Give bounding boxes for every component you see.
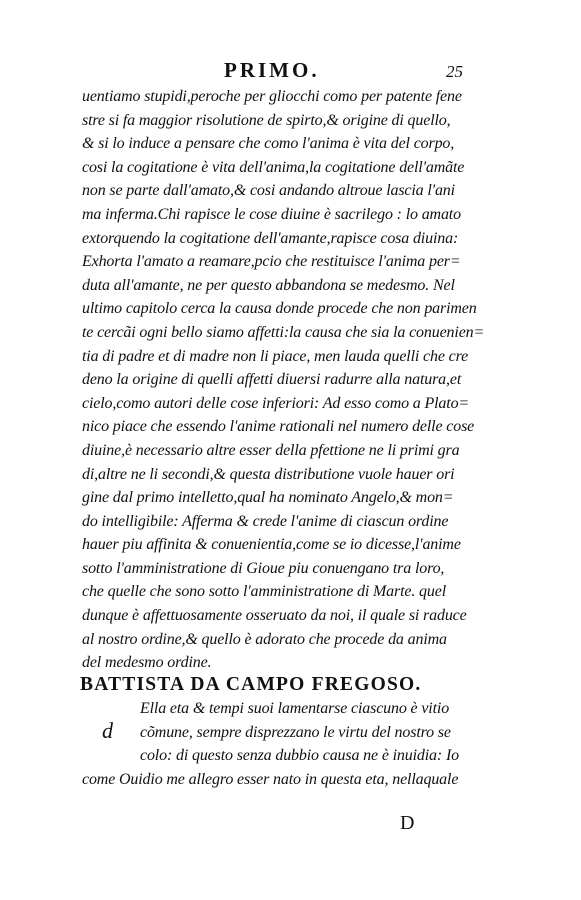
text-line: Exhorta l'amato a reamare,pcio che restituisce l'anima per= (82, 253, 461, 271)
text-line: che quelle che sono sotto l'amministratione di Marte. quel (82, 583, 446, 601)
section-heading: BATTISTA DA CAMPO FREGOSO. (80, 674, 422, 695)
text-line: & si lo induce a pensare che como l'anima è vita del corpo, (82, 135, 455, 153)
text-line: al nostro ordine,& quello è adorato che procede da anima (82, 630, 447, 648)
text-line: extorquendo la cogitatione dell'amante,rapisce cosa diuina: (82, 229, 459, 247)
text-line: di,altre ne li secondi,& questa distributione vuole hauer ori (82, 465, 455, 483)
text-line: dunque è affettuosamente osseruato da noi, il quale si raduce (82, 607, 467, 625)
body-text-block (82, 85, 512, 675)
text-line: non se parte dall'amato,& cosi andando altroue lascia l'ani (82, 182, 455, 200)
text-line: ma inferma.Chi rapisce le cose diuine è sacrilego : lo amato (82, 205, 461, 223)
running-head: PRIMO. (224, 58, 320, 82)
text-line: del medesmo ordine. (82, 654, 212, 672)
text-line: ultimo capitolo cerca la causa donde procede che non parimen (82, 300, 477, 318)
text-line: stre si fa maggior risolutione de spirto,& origine di quello, (82, 111, 451, 129)
text-line: tia di padre et di madre non li piace, men lauda quelli che cre (82, 347, 469, 365)
initial-letter-guide: d (102, 718, 113, 743)
text-line: Ella eta & tempi suoi lamentarse ciascuno è vitio (140, 700, 450, 717)
text-line: gine dal primo intelletto,qual ha nominato Angelo,& mon= (82, 489, 454, 507)
text-line: uentiamo stupidi,peroche per gliocchi como per patente fene (82, 88, 462, 105)
text-line: colo: di questo senza dubbio causa ne è inuidia: Io (140, 747, 459, 765)
text-line: come Ouidio me allegro esser nato in questa eta, nellaquale (82, 770, 459, 788)
text-line: sotto l'amministratione di Gioue piu conuengano tra loro, (82, 559, 445, 577)
text-line: diuine,è necessario altre esser della pfettione ne li primi gra (82, 441, 460, 459)
page-number: 25 (446, 62, 463, 81)
text-line: te cercãi ogni bello siamo affetti:la causa che sia la conuenien= (82, 323, 485, 341)
text-line: cõmune, sempre disprezzano le virtu del nostro se (140, 723, 451, 741)
text-line: duta all'amante, ne per questo abbandona se medesmo. Nel (82, 276, 455, 294)
text-line: cosi la cogitatione è vita dell'anima,la cogitatione dell'amãte (82, 158, 465, 176)
signature-mark: D (400, 812, 415, 834)
text-line: deno la origine di quelli affetti diuersi radurre alla natura,et (82, 371, 462, 389)
text-line: do intelligibile: Afferma & crede l'anime di ciascun ordine (82, 512, 449, 530)
text-line: hauer piu affinita & conuenientia,come se io dicesse,l'anime (82, 536, 461, 554)
text-line: cielo,como autori delle cose inferiori: Ad esso como a Plato= (82, 394, 470, 412)
text-line: nico piace che essendo l'anime rationali nel numero delle cose (82, 418, 475, 436)
section-text-block (82, 697, 512, 791)
